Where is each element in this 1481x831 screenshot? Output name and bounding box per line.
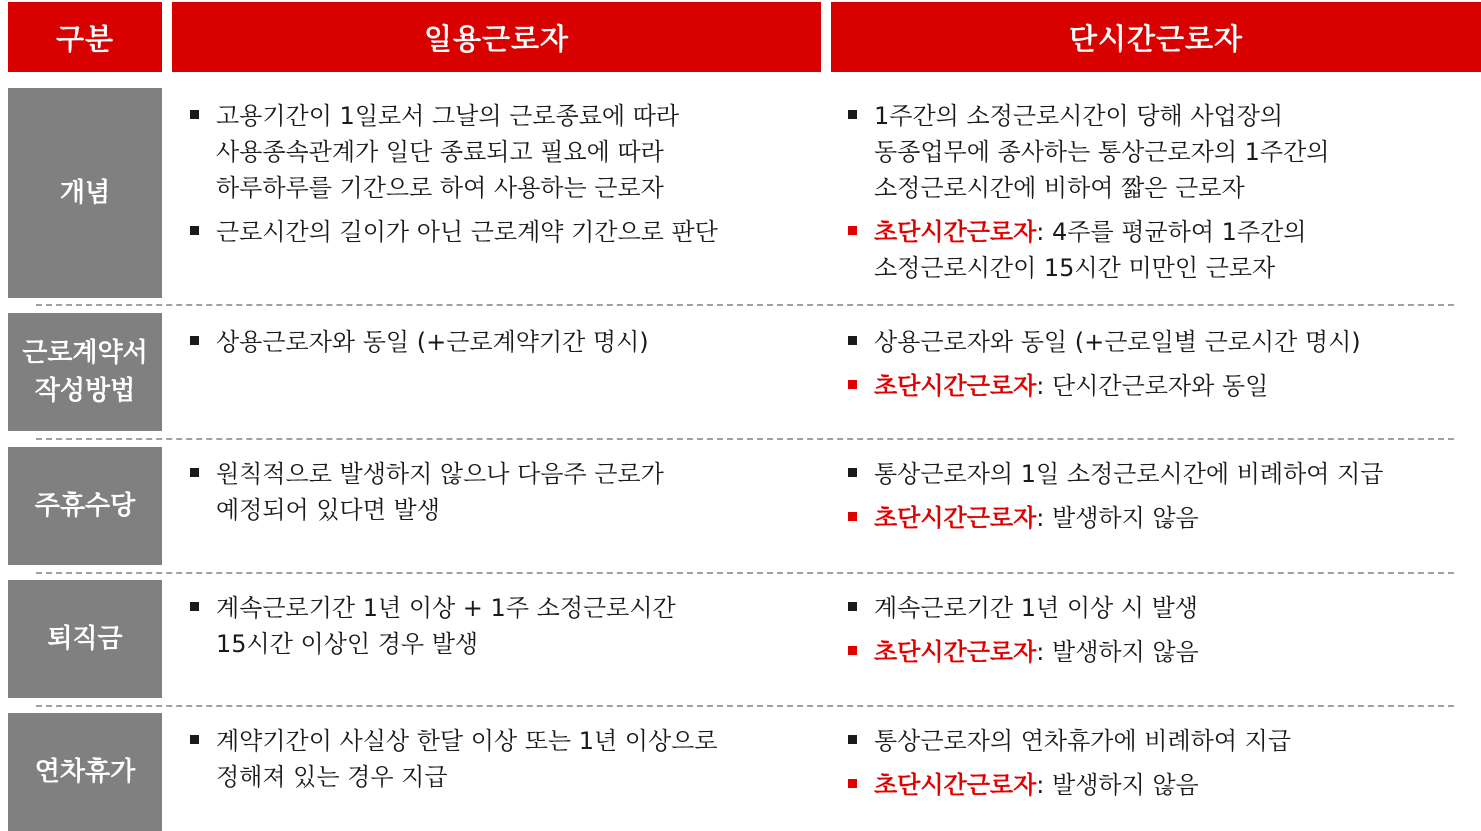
bullet-icon [190,110,199,119]
list-item: 원칙적으로 발생하지 않으나 다음주 근로가 예정되어 있다면 발생 [182,456,822,528]
daily-cell-annual-leave [182,723,822,803]
bullet-icon [190,735,199,744]
list-item: 초단시간근로자: 단시간근로자와 동일 [840,368,1480,404]
bullet-icon [848,468,857,477]
list-item: 통상근로자의 1일 소정근로시간에 비례하여 지급 [840,456,1480,492]
part-time-cell-annual-leave [840,723,1480,811]
bullet-icon [848,110,857,119]
highlight-term: 초단시간근로자 [874,504,1037,532]
part-time-cell-contract-method [840,324,1480,412]
list-item: 1주간의 소정근로시간이 당해 사업장의 동종업무에 종사하는 통상근로자의 1주간의 소정근로시간에 비하여 짧은 근로자 [840,98,1480,206]
list-item: 계약기간이 사실상 한달 이상 또는 1년 이상으로 정해져 있는 경우 지급 [182,723,822,795]
list-item: 근로시간의 길이가 아닌 근로계약 기간으로 판단 [182,214,822,250]
row-divider [36,572,1454,574]
bullet-icon [190,336,199,345]
list-item: 초단시간근로자: 발생하지 않음 [840,767,1480,803]
part-time-cell-concept [840,98,1480,294]
row-label-concept: 개념 [8,88,162,298]
list-item: 계속근로기간 1년 이상 시 발생 [840,590,1480,626]
bullet-icon [848,735,857,744]
daily-cell-weekly-holiday-pay [182,456,822,536]
red-bullet-icon [848,779,857,788]
part-time-cell-weekly-holiday-pay [840,456,1480,544]
highlight-term: 초단시간근로자 [874,638,1037,666]
bullet-icon [848,602,857,611]
bullet-icon [190,226,199,235]
list-item: 고용기간이 1일로서 그날의 근로종료에 따라 사용종속관계가 일단 종료되고 필요에 따라 하루하루를 기간으로 하여 사용하는 근로자 [182,98,822,206]
header-category: 구분 [8,2,162,72]
daily-cell-contract-method [182,324,822,368]
list-item: 상용근로자와 동일 (+근로계약기간 명시) [182,324,822,360]
row-divider [36,304,1454,306]
highlight-term: 초단시간근로자 [874,771,1037,799]
row-divider [36,438,1454,440]
highlight-term: 초단시간근로자 [874,218,1037,246]
list-item: 초단시간근로자: 발생하지 않음 [840,500,1480,536]
red-bullet-icon [848,380,857,389]
bullet-icon [190,468,199,477]
row-label-weekly-holiday-pay: 주휴수당 [8,447,162,565]
red-bullet-icon [848,512,857,521]
highlight-term: 초단시간근로자 [874,372,1037,400]
row-divider [36,705,1454,707]
row-label-severance-pay: 퇴직금 [8,580,162,698]
list-item: 초단시간근로자: 4주를 평균하여 1주간의 소정근로시간이 15시간 미만인 근로자 [840,214,1480,286]
bullet-icon [848,336,857,345]
red-bullet-icon [848,226,857,235]
list-item: 통상근로자의 연차휴가에 비례하여 지급 [840,723,1480,759]
part-time-cell-severance-pay [840,590,1480,678]
daily-cell-concept [182,98,822,258]
list-item: 초단시간근로자: 발생하지 않음 [840,634,1480,670]
header-part-time-worker: 단시간근로자 [831,2,1481,72]
red-bullet-icon [848,646,857,655]
row-label-annual-leave: 연차휴가 [8,713,162,831]
daily-cell-severance-pay [182,590,822,670]
row-label-contract-method: 근로계약서 작성방법 [8,313,162,431]
list-item: 계속근로기간 1년 이상 + 1주 소정근로시간 15시간 이상인 경우 발생 [182,590,822,662]
bullet-icon [190,602,199,611]
list-item: 상용근로자와 동일 (+근로일별 근로시간 명시) [840,324,1480,360]
header-daily-worker: 일용근로자 [172,2,821,72]
